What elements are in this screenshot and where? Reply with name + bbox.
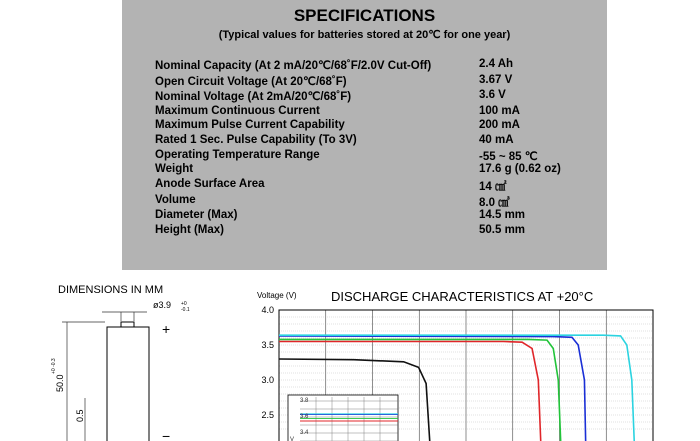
spec-label: Maximum Pulse Current Capability xyxy=(155,119,345,131)
y-tick-label: 2.5 xyxy=(261,410,274,420)
spec-value: 40 mA xyxy=(479,133,514,146)
negative-terminal-sign: − xyxy=(162,428,171,441)
diameter-tolerance-upper: +0 xyxy=(181,301,187,307)
spec-value: 3.6 V xyxy=(479,89,506,101)
y-tick-label: 3.5 xyxy=(261,340,274,350)
height-tolerance: +0 -0.3 xyxy=(51,358,57,374)
spec-value: 200 mA xyxy=(479,119,520,131)
y-tick-label: 3.0 xyxy=(261,375,274,385)
spec-label: Volume xyxy=(155,194,196,206)
diameter-tolerance-lower: -0.1 xyxy=(181,307,190,313)
spec-label: Maximum Continuous Current xyxy=(155,104,320,117)
spec-value: 17.6 g (0.62 oz) xyxy=(479,163,561,175)
spec-value: 14 ㎠ xyxy=(479,181,507,193)
spec-label: Weight xyxy=(155,163,194,175)
dimensions-title: DIMENSIONS IN MM xyxy=(58,284,164,296)
spec-label: Operating Temperature Range xyxy=(155,148,320,161)
spec-label: Nominal Voltage (At 2mA/20℃/68˚F) xyxy=(155,91,352,103)
inset-tick-label: 3.6 xyxy=(300,414,309,420)
y-tick-label: 4.0 xyxy=(261,305,274,315)
spec-value: 2.4 Ah xyxy=(479,58,514,70)
inset-tick-label: 3.8 xyxy=(300,398,309,404)
spec-label: Rated 1 Sec. Pulse Capability (To 3V) xyxy=(155,133,357,146)
spec-label: Diameter (Max) xyxy=(155,209,238,221)
spec-value: 50.5 mm xyxy=(479,223,526,236)
spec-label: Nominal Capacity (At 2 mA/20℃/68˚F/2.0V Cut-Off) xyxy=(155,60,432,72)
spec-label: Open Circuit Voltage (At 20℃/68˚F) xyxy=(155,75,347,88)
spec-value: 3.67 V xyxy=(479,73,513,86)
spec-label: Height (Max) xyxy=(155,223,224,236)
inset-y-label: V xyxy=(290,437,295,441)
y-axis-label: Voltage (V) xyxy=(257,291,297,300)
inset-tick-label: 3.4 xyxy=(300,430,309,436)
specifications-title: SPECIFICATIONS xyxy=(293,6,436,25)
small-dimension-label: 0.5 xyxy=(75,409,85,422)
chart-title: DISCHARGE CHARACTERISTICS AT +20°C xyxy=(331,289,594,304)
positive-terminal-sign: + xyxy=(162,321,171,337)
spec-label: Anode Surface Area xyxy=(155,178,265,190)
spec-value: 14.5 mm xyxy=(479,209,526,221)
diameter-label: ø3.9 xyxy=(153,300,172,310)
specifications-subtitle: (Typical values for batteries stored at 20℃ for one year) xyxy=(218,29,511,41)
height-label: 50.0 xyxy=(55,374,65,392)
spec-value: 8.0 ㎤ xyxy=(479,197,510,209)
spec-value: -55 ~ 85 ℃ xyxy=(479,150,538,163)
spec-value: 100 mA xyxy=(479,104,520,117)
